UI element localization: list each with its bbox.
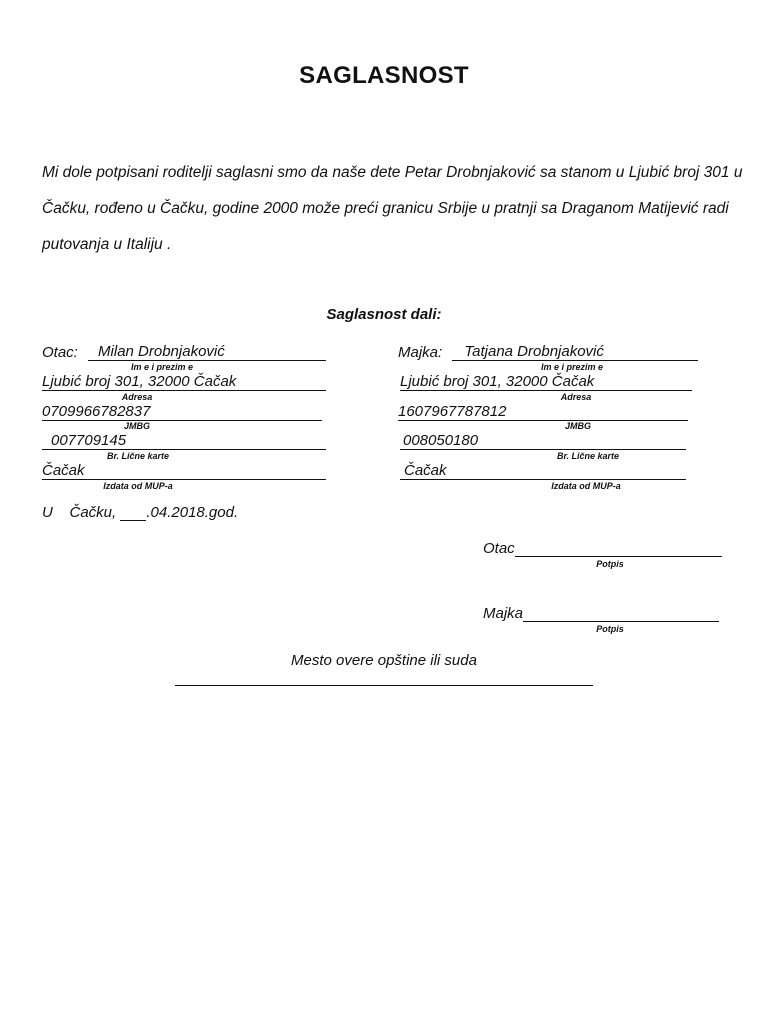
mother-address: Ljubić broj 301, 32000 Čačak (400, 373, 595, 390)
mother-idcard-line (400, 432, 686, 450)
paragraph-line-1: Mi dole potpisani roditelji saglasni smo da naše dete Petar Drobnjaković sa stanom u Ljubić broj 301 u (42, 164, 743, 181)
father-address-line (42, 373, 326, 391)
mother-jmbg-caption: JMBG (564, 421, 591, 431)
day-blank (120, 505, 146, 521)
mother-jmbg-field (398, 403, 688, 421)
certification-label: Mesto overe opštine ili suda (291, 652, 477, 669)
father-issued-field (42, 462, 326, 480)
father-address: Ljubić broj 301, 32000 Čačak (42, 373, 237, 390)
mother-signature-caption: Potpis (596, 624, 624, 634)
mother-signature-line (523, 605, 719, 622)
father-jmbg-line (42, 403, 322, 421)
mother-issued-line (400, 462, 686, 480)
consent-given-heading: Saglasnost dali: (326, 306, 442, 323)
mother-name-caption: Im e i prezim e (540, 362, 604, 372)
father-idcard-field (42, 432, 326, 450)
mother-idcard-caption: Br. Lične karte (556, 451, 620, 461)
document-title: SAGLASNOST (299, 62, 469, 89)
father-label: Otac: (42, 344, 78, 361)
father-idcard-caption: Br. Lične karte (106, 451, 170, 461)
father-name-caption: Im e i prezim e (130, 362, 194, 372)
father-name: Milan Drobnjaković (98, 343, 225, 360)
father-name-field (42, 343, 326, 361)
father-issued-caption: Izdata od MUP-a (103, 481, 173, 491)
mother-issued-by: Čačak (404, 462, 447, 479)
father-idcard-line (42, 432, 326, 450)
father-name-line (88, 343, 326, 361)
mother-idcard-field (400, 432, 686, 450)
mother-jmbg-line (398, 403, 688, 421)
father-signature-label: Otac (483, 540, 515, 557)
mother-jmbg: 1607967787812 (398, 403, 507, 420)
father-address-field (42, 373, 326, 391)
father-jmbg-field (42, 403, 322, 421)
place-date (42, 504, 238, 521)
place-date-prefix: U Čačku, (42, 504, 121, 521)
mother-name-line (452, 343, 698, 361)
mother-name: Tatjana Drobnjaković (464, 343, 604, 360)
father-idcard: 007709145 (51, 432, 127, 449)
father-issued-by: Čačak (42, 462, 85, 479)
father-issued-line (42, 462, 326, 480)
mother-address-caption: Adresa (560, 392, 592, 402)
father-jmbg-caption: JMBG (123, 421, 150, 431)
place-date-suffix: .04.2018.god. (146, 504, 239, 521)
paragraph-line-3: putovanja u Italiju . (42, 236, 172, 253)
certification-line (175, 684, 593, 686)
mother-issued-caption: Izdata od MUP-a (551, 481, 621, 491)
father-signature-line (515, 540, 722, 557)
mother-idcard: 008050180 (403, 432, 479, 449)
paragraph-line-2: Čačku, rođeno u Čačku, godine 2000 može preći granicu Srbije u pratnji sa Draganom Matijević radi (42, 200, 729, 217)
mother-address-line (400, 373, 692, 391)
mother-name-field (398, 343, 698, 361)
father-signature-field (483, 540, 722, 557)
father-signature-caption: Potpis (596, 559, 624, 569)
mother-issued-field (400, 462, 686, 480)
father-address-caption: Adresa (121, 392, 153, 402)
mother-address-field (400, 373, 692, 391)
father-jmbg: 0709966782837 (42, 403, 151, 420)
mother-label: Majka: (398, 344, 443, 361)
mother-signature-field (483, 605, 719, 622)
mother-signature-label: Majka (483, 605, 524, 622)
